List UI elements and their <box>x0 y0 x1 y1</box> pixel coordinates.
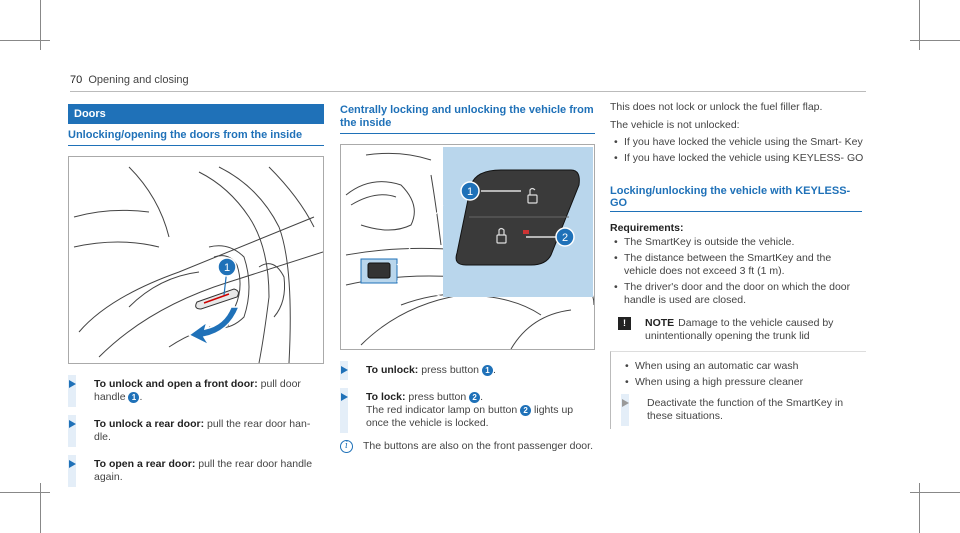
step-arrow-icon <box>341 393 348 401</box>
crop-mark <box>910 40 960 41</box>
door-handle <box>196 289 239 309</box>
page-header <box>70 74 189 86</box>
crop-mark <box>919 0 920 50</box>
door-handle-drawing <box>69 157 323 363</box>
not-unlocked-intro: The vehicle is not unlocked: <box>610 119 740 131</box>
central-lock-drawing <box>341 145 594 349</box>
crop-mark <box>919 483 920 533</box>
crop-mark <box>40 0 41 50</box>
column-central-locking <box>340 104 595 453</box>
list-item: • When using a high pressure cleaner <box>625 376 804 388</box>
crop-mark <box>0 40 50 41</box>
callout-2: 2 <box>561 232 569 244</box>
note-body <box>610 351 866 429</box>
info-note: i The buttons are also on the front passenger door. <box>340 440 595 453</box>
callout-ref-2: 2 <box>469 392 480 403</box>
central-lock-illustration <box>340 144 595 350</box>
crop-mark <box>0 492 50 493</box>
step-unlock: To unlock: press button 1 . <box>340 364 595 377</box>
note-box: ! NOTE Damage to the vehicle caused by unintentionally opening the trunk lid • When using an automatic car wash • When using a high pressure cleaner Deactivate the function of the SmartKey in these situations. <box>610 317 866 429</box>
heading-keyless-go: Locking/unlocking the vehicle with KEYLESS-GO <box>610 181 862 212</box>
heading-central-locking: Centrally locking and unlocking the vehicle from the inside <box>340 104 595 134</box>
fuel-flap-note: This does not lock or unlock the fuel filler flap. <box>610 101 823 113</box>
step-lock: To lock: press button 2 . The red indicator lamp on button 2 lights up once the vehicle is locked. <box>340 391 595 430</box>
callout-ref-1: 1 <box>482 365 493 376</box>
info-icon: i <box>340 440 353 453</box>
crop-mark <box>40 483 41 533</box>
step-arrow-icon <box>69 380 76 388</box>
warning-icon: ! <box>618 317 631 330</box>
step-arrow-icon <box>69 420 76 428</box>
page-number: 70 <box>70 74 83 86</box>
chapter-title: Opening and closing <box>88 74 189 86</box>
callout-ref-1: 1 <box>128 392 139 403</box>
door-handle-illustration <box>68 156 324 364</box>
column-doors <box>68 104 324 484</box>
heading-unlock-inside: Unlocking/opening the doors from the inside <box>68 124 324 146</box>
step-arrow-icon <box>341 366 348 374</box>
column-keyless <box>610 100 866 429</box>
note-label: NOTE <box>645 317 675 329</box>
step-arrow-icon <box>69 460 76 468</box>
list-item: • The distance between the SmartKey and the vehicle does not exceed 3 ft (1 m). <box>614 252 832 277</box>
step-arrow-icon <box>622 399 629 407</box>
list-item: • If you have locked the vehicle using KEYLESS- GO <box>614 152 864 164</box>
list-item: • If you have locked the vehicle using the Smart‐ Key <box>614 136 863 148</box>
crop-mark <box>910 492 960 493</box>
step-unlock-front: To unlock and open a front door: pull door handle 1 . <box>68 378 324 404</box>
list-item: • The driver's door and the door on which the door handle is used are closed. <box>614 281 851 306</box>
callout-1: 1 <box>223 262 231 274</box>
step-open-rear: To open a rear door: pull the rear door handle again. <box>68 458 324 484</box>
callout-ref-2: 2 <box>520 405 531 416</box>
callout-1: 1 <box>466 186 474 198</box>
step-unlock-rear: To unlock a rear door: pull the rear door han‐ dle. <box>68 418 324 444</box>
step-deactivate: Deactivate the function of the SmartKey in these situations. <box>621 397 866 423</box>
section-title: Doors <box>68 104 324 124</box>
requirements-title: Requirements: <box>610 222 684 234</box>
header-rule <box>70 91 866 92</box>
list-item: • When using an automatic car wash <box>625 360 799 372</box>
list-item: • The SmartKey is outside the vehicle. <box>614 236 795 248</box>
